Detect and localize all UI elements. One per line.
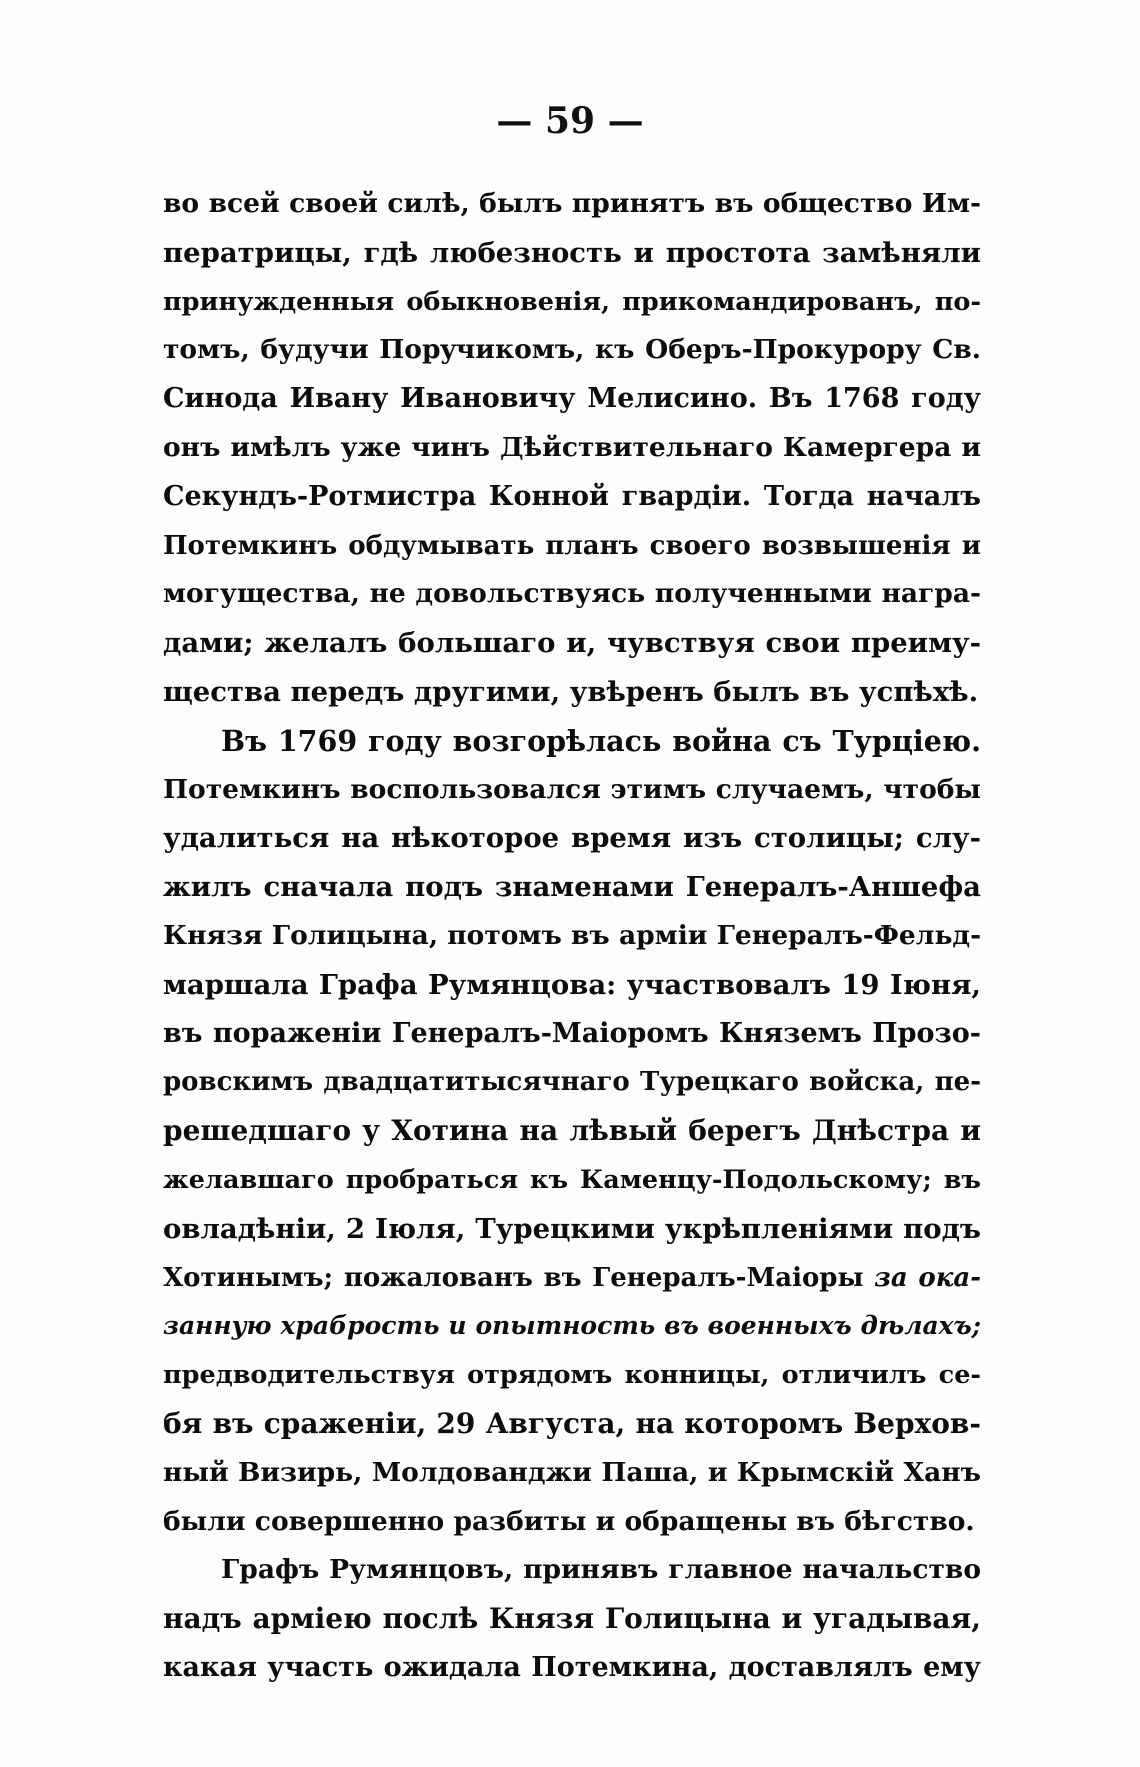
- text-line: могущества, не довольствуясь полученными награ-: [163, 578, 981, 610]
- text-line: Въ 1769 году возгорѣлась война съ Турціею.: [221, 723, 981, 758]
- text-line: решедшаго у Хотина на лѣвый берегъ Днѣстра и: [163, 1114, 981, 1148]
- text-line: желавшаго пробраться къ Каменцу-Подольскому; въ: [163, 1164, 981, 1195]
- text-segment: Хотинымъ; пожалованъ въ Генералъ-Маіоры: [163, 1262, 864, 1293]
- text-line: во всей своей силѣ, былъ принятъ въ общество Им-: [163, 188, 981, 219]
- text-line: въ пораженіи Генералъ-Маіоромъ Княземъ Прозо-: [163, 1017, 981, 1049]
- body-text: [163, 180, 981, 1693]
- text-line: Потемкинъ обдумывать планъ своего возвышенія и: [163, 530, 981, 561]
- text-line: овладѣніи, 2 Іюля, Турецкими укрѣпленіями подъ: [163, 1212, 981, 1245]
- italic-line: занную храбрость и опытность въ военныхъ дѣлахъ;: [163, 1311, 981, 1341]
- text-line: жилъ сначала подъ знаменами Генералъ-Аншефа: [163, 871, 981, 904]
- text-line: бя въ сраженіи, 29 Августа, на которомъ Верхов-: [163, 1406, 981, 1440]
- text-line: томъ, будучи Порyчикомъ, къ Оберъ-Прокурору Св.: [163, 334, 981, 366]
- text-line: маршала Графа Румянцова: участвовалъ 19 Іюня,: [163, 968, 981, 1001]
- text-line: дами; желалъ большаго и, чувствуя свои преиму-: [163, 627, 981, 660]
- text-line: Секундъ-Ротмистра Конной гвардіи. Тогда началъ: [163, 480, 981, 512]
- text-line: онъ имѣлъ уже чинъ Дѣйствительнаго Камергера и: [163, 431, 981, 463]
- italic-segment: за ока-: [874, 1262, 981, 1293]
- text-line: надъ арміею послѣ Князя Голицына и угадывая,: [163, 1602, 981, 1636]
- text-line: были совершенно разбиты и обращены въ бѣгство.: [163, 1505, 975, 1537]
- text-line: принужденныя обыкновенія, прикомандированъ, по-: [163, 286, 981, 317]
- text-line: щества передъ другими, увѣренъ былъ въ успѣхѣ.: [163, 675, 979, 708]
- text-line: какая участь ожидала Потемкина, доставлялъ ему: [163, 1651, 981, 1683]
- text-line: Синода Ивану Ивановичу Мелисино. Въ 1768 году: [163, 383, 981, 415]
- text-line: предводительствуя отрядомъ конницы, отличилъ се-: [163, 1360, 981, 1391]
- text-line: Князя Голицына, потомъ въ арміи Генералъ-Фельд-: [163, 919, 981, 951]
- text-line: Потемкинъ воспользовался этимъ случаемъ, чтобы: [163, 773, 981, 805]
- text-line: ператрицы, гдѣ любезность и простота замѣняли: [163, 236, 981, 269]
- text-line: Графъ Румянцовъ, принявъ главное начальство: [221, 1554, 981, 1586]
- page-number: — 59 —: [496, 100, 644, 142]
- text-line: удалиться на нѣкоторое время изъ столицы; слу-: [163, 822, 981, 855]
- text-line: ровскимъ двадцатитысячнаго Турецкаго войска, пе-: [163, 1067, 981, 1098]
- text-line-mixed: [163, 1254, 981, 1303]
- text-line: ный Визирь, Молдованджи Паша, и Крымскій Ханъ: [163, 1456, 981, 1488]
